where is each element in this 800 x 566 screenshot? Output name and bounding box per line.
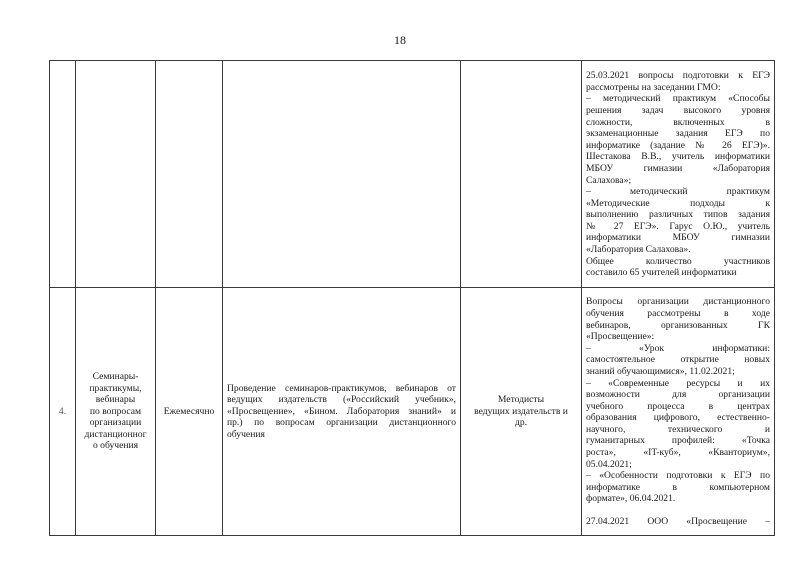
- cell-event-name: [76, 61, 156, 288]
- page-number: 18: [394, 33, 406, 47]
- text-line: 27.04.2021 ООО «Просвещение –: [586, 516, 770, 528]
- cell-term: [156, 61, 223, 288]
- responsible-text: [461, 394, 581, 429]
- text-line: информатике в компьютерном: [586, 481, 770, 493]
- text-line: – методический практикум «Способы: [586, 93, 770, 105]
- text-line: – «Современные ресурсы и их: [586, 377, 770, 389]
- text-line: ведущих издательств и: [474, 405, 568, 417]
- text-line: о обучения: [92, 440, 139, 452]
- text-line: научного, технического и: [586, 423, 770, 435]
- text-line: МБОУ гимназии «Лаборатория: [586, 162, 770, 174]
- text-line: практикумы,: [89, 382, 142, 394]
- plan-table: [49, 60, 775, 536]
- text-line: экзаменационные задания ЕГЭ по: [586, 128, 770, 140]
- text-line: № 27 ЕГЭ». Гарус О.Ю., учитель: [586, 220, 770, 232]
- event-name-text: [76, 371, 155, 452]
- cell-number: [50, 61, 76, 288]
- text-line: по вопросам: [89, 405, 142, 417]
- cell-responsible: [461, 61, 582, 288]
- text-line: образования цифрового, естественно-: [586, 412, 770, 424]
- text-line: информатике (задание № 26 ЕГЭ)».: [586, 139, 770, 151]
- text-line: дистанционног: [84, 428, 147, 440]
- text-line: самостоятельное открытие новых: [586, 354, 770, 366]
- table-row: [50, 288, 775, 536]
- text-line: ведущих издательств («Российский учебник»,: [227, 394, 456, 406]
- table-row: [50, 61, 775, 288]
- text-line: Методисты: [497, 394, 545, 406]
- text-line: пр.) по вопросам организации дистанционного: [227, 417, 456, 429]
- cell-description: [223, 288, 461, 536]
- text-line: – методический практикум: [586, 186, 770, 198]
- text-line: решения задач высокого уровня: [586, 104, 770, 116]
- text-line: [586, 505, 770, 516]
- text-line: Проведение семинаров-практикумов, вебинаров от: [227, 382, 456, 394]
- text-line: 25.03.2021 вопросы подготовки к ЕГЭ: [586, 70, 770, 82]
- text-line: др.: [514, 417, 528, 429]
- text-line: – «Урок информатики:: [586, 342, 770, 354]
- text-line: организации: [89, 417, 142, 429]
- text-line: «Просвещение», «Бином. Лаборатория знаний» и: [227, 405, 456, 417]
- text-line: «Методические подходы к: [586, 197, 770, 209]
- text-line: роста», «IT-куб», «Кванториум»,: [586, 447, 770, 459]
- text-line: 05.04.2021;: [586, 458, 632, 470]
- text-line: Вопросы организации дистанционного: [586, 296, 770, 308]
- text-line: вебинаров, организованных ГК: [586, 319, 770, 331]
- text-line: «Лаборатория Салахова».: [586, 244, 691, 256]
- text-line: Общее количество участников: [586, 255, 770, 267]
- text-line: учебного процесса в центрах: [586, 400, 770, 412]
- text-line: гуманитарных профилей: «Точка: [586, 435, 770, 447]
- text-line: информатики МБОУ гимназии: [586, 232, 770, 244]
- result-text: [586, 70, 770, 279]
- text-line: обучения: [227, 428, 265, 440]
- text-line: знаний обучающимися», 11.02.2021;: [586, 365, 735, 377]
- text-line: Семинары-: [92, 370, 139, 382]
- cell-result: [582, 61, 775, 288]
- text-line: формате», 06.04.2021.: [586, 493, 676, 505]
- text-line: обучения рассмотрены в ходе: [586, 307, 770, 319]
- text-line: составило 65 учителей информатики: [586, 267, 737, 279]
- cell-description: [223, 61, 461, 288]
- text-line: сложности, включенных в: [586, 116, 770, 128]
- text-line: – «Особенности подготовки к ЕГЭ по: [586, 470, 770, 482]
- text-line: «Просвещение»:: [586, 331, 655, 343]
- description-text: [227, 383, 456, 441]
- text-line: Салахова»;: [586, 174, 632, 186]
- cell-event-name: [76, 288, 156, 536]
- result-text: [586, 296, 770, 527]
- text-line: возможности для организации: [586, 389, 770, 401]
- text-line: Шестакова В.В., учитель информатики: [586, 151, 770, 163]
- cell-term: Ежемесячно: [156, 288, 223, 536]
- text-line: выполнению различных типов задания: [586, 209, 770, 221]
- text-line: вебинары: [95, 394, 136, 406]
- text-line: рассмотрены на заседании ГМО:: [586, 81, 721, 93]
- cell-responsible: [461, 288, 582, 536]
- cell-number: 4.: [50, 288, 76, 536]
- cell-result: [582, 288, 775, 536]
